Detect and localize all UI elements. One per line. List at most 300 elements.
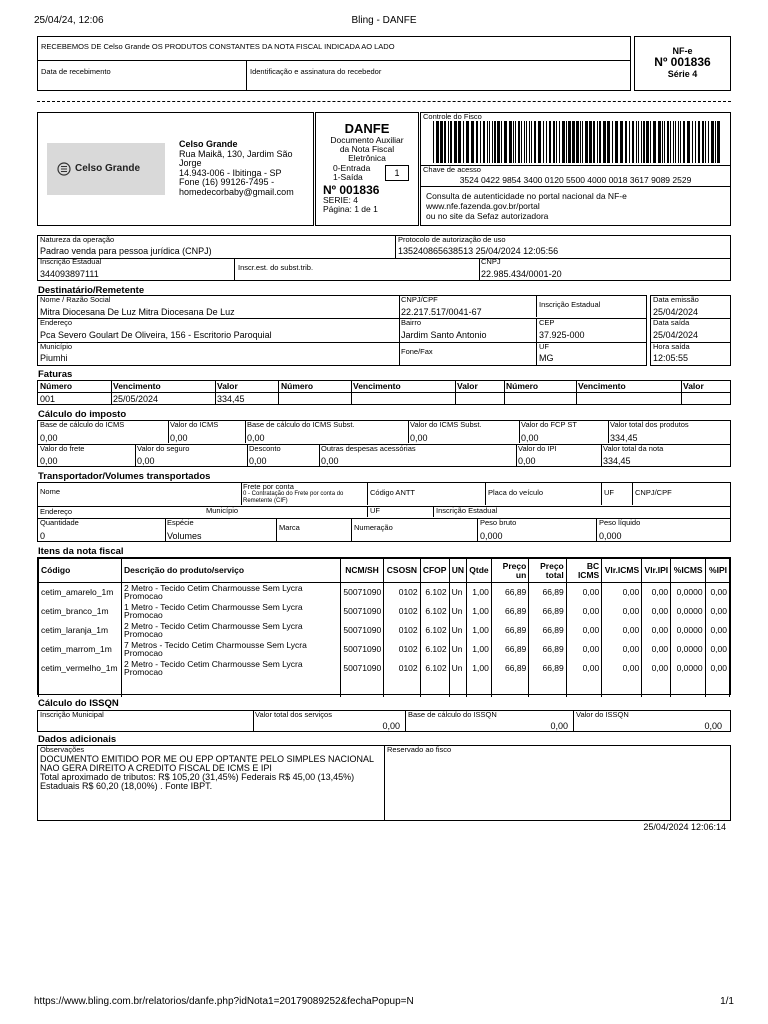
hora-value: 12:05:55: [653, 353, 689, 363]
barcode-bar: [678, 121, 679, 163]
barcode-bar: [695, 121, 696, 163]
consulta-line2: www.nfe.fazenda.gov.br/portal: [426, 201, 540, 211]
barcode-bar: [509, 121, 512, 163]
items-cell-picms: 0,0000: [671, 602, 705, 621]
items-col-header: CFOP: [420, 559, 449, 583]
items-cell-bc: 0,00: [566, 640, 601, 659]
danfe-tipo: 1: [385, 165, 409, 181]
imp-v12: 334,45: [603, 456, 631, 466]
items-cell-picms: 0,0000: [671, 621, 705, 640]
imposto-box: [37, 420, 731, 467]
barcode-bar: [643, 121, 645, 163]
receipt-sign-label: Identificação e assinatura do recebedor: [250, 67, 382, 76]
danfe-sub1: Documento Auxiliar: [330, 135, 404, 145]
table-row: [39, 640, 730, 659]
transp-box: [37, 482, 731, 542]
ie-label: Inscrição Estadual: [40, 257, 102, 266]
fat-h-valor-2: Valor: [457, 381, 478, 391]
items-cell-csosn: 0102: [384, 602, 420, 621]
nfe-stub-box: [634, 36, 731, 91]
barcode-bar: [629, 121, 630, 163]
imp-l2: Valor do ICMS: [170, 420, 219, 429]
barcode-bar: [597, 121, 598, 163]
receipt-text: RECEBEMOS DE Celso Grande OS PRODUTOS CONSTANTES DA NOTA FISCAL INDICADA AO LADO: [41, 42, 395, 51]
transp-esp-label: Espécie: [167, 518, 194, 527]
dest-section-title: Destinatário/Remetente: [38, 285, 145, 296]
cnpj-value: 22.985.434/0001-20: [481, 269, 562, 279]
items-col-header: CSOSN: [384, 559, 420, 583]
print-datetime: 25/04/24, 12:06: [34, 15, 104, 26]
items-cell-ncm: 50071090: [340, 602, 383, 621]
items-cell-un: Un: [449, 640, 467, 659]
danfe-sub2: da Nota Fiscal: [339, 144, 395, 154]
imp-l5: Valor do FCP ST: [521, 420, 577, 429]
barcode-bar: [625, 121, 627, 163]
barcode-bar: [549, 121, 551, 163]
print-page: 1/1: [720, 996, 734, 1007]
items-cell-preco-un: 66,89: [491, 602, 528, 621]
items-cell-vicms: 0,00: [602, 659, 642, 678]
receipt-date-label: Data de recebimento: [41, 67, 111, 76]
imp-l8: Valor do seguro: [137, 444, 190, 453]
items-col-header: Qtde: [467, 559, 492, 583]
table-row: [39, 583, 730, 602]
items-cell-un: Un: [449, 602, 467, 621]
items-col-header: NCM/SH: [340, 559, 383, 583]
imp-l12: Valor total da nota: [603, 444, 664, 453]
items-col-header: Vlr.ICMS: [602, 559, 642, 583]
dest-end-label: Endereço: [40, 318, 73, 327]
items-cell-vipi: 0,00: [642, 602, 671, 621]
obs-line1: DOCUMENTO EMITIDO POR ME OU EPP OPTANTE PELO SIMPLES NACIONAL: [40, 754, 375, 764]
items-col-header: Código: [39, 559, 122, 583]
table-row: [39, 659, 730, 678]
items-col-header: Vlr.IPI: [642, 559, 671, 583]
barcode: [431, 121, 723, 167]
imp-l6: Valor total dos produtos: [610, 420, 689, 429]
issqn-l4: Valor do ISSQN: [576, 710, 629, 719]
dest-ie-label: Inscrição Estadual: [539, 300, 601, 309]
fisco-reserved-label: Reservado ao fisco: [387, 745, 452, 754]
barcode-bar: [513, 121, 514, 163]
barcode-bar: [612, 121, 613, 163]
items-cell-qtde: 1,00: [467, 640, 492, 659]
danfe-page: Página: 1 de 1: [323, 204, 378, 214]
barcode-bar: [638, 121, 639, 163]
barcode-bar: [582, 121, 583, 163]
barcode-bar: [553, 121, 555, 163]
table-filler-row: [39, 678, 730, 697]
items-cell-pipi: 0,00: [705, 659, 729, 678]
items-cell-ncm: 50071090: [340, 621, 383, 640]
items-cell-pipi: 0,00: [705, 621, 729, 640]
emitter-box: [37, 112, 314, 226]
ie-st-label: Inscr.est. do subst.trib.: [238, 263, 314, 272]
items-cell-picms: 0,0000: [671, 659, 705, 678]
dest-cnpj-label: CNPJ/CPF: [401, 295, 438, 304]
barcode-bar: [476, 121, 478, 163]
obs-line2: NAO GERA DIREITO A CREDITO FISCAL DE ICMS E IPI: [40, 763, 272, 773]
emitter-address1: Rua Maikã, 130, Jardim São: [179, 148, 293, 159]
protocolo-value: 135240865638513 25/04/2024 12:05:56: [398, 246, 559, 256]
barcode-bar: [658, 121, 661, 163]
dest-mun-label: Município: [40, 342, 73, 351]
items-cell-vicms: 0,00: [602, 583, 642, 602]
transp-qtd: 0: [40, 531, 46, 541]
items-cell-preco-total: 66,89: [529, 640, 566, 659]
barcode-bar: [632, 121, 634, 163]
items-cell-bc: 0,00: [566, 602, 601, 621]
saida-value: 25/04/2024: [653, 330, 699, 340]
fat-h-numero-3: Número: [506, 381, 539, 391]
nfe-stub-series: Série 4: [667, 69, 698, 79]
barcode-bar: [646, 121, 649, 163]
barcode-bar: [599, 121, 601, 163]
fat-h-numero-2: Número: [281, 381, 314, 391]
items-cell-vicms: 0,00: [602, 602, 642, 621]
items-cell-vipi: 0,00: [642, 583, 671, 602]
items-cell-desc: 7 Metros - Tecido Cetim Charmousse Sem Lycra Promocao: [122, 640, 341, 659]
fat-h-venc-1: Vencimento: [113, 381, 161, 391]
itens-section-title: Itens da nota fiscal: [38, 546, 124, 557]
danfe-saida: 1-Saída: [333, 172, 363, 182]
emitter-name: Celso Grande: [179, 139, 238, 149]
issqn-l2: Valor total dos serviços: [255, 710, 332, 719]
items-cell-codigo: cetim_marrom_1m: [39, 640, 122, 659]
barcode-bar: [636, 121, 637, 163]
items-cell-csosn: 0102: [384, 621, 420, 640]
chave-label: Chave de acesso: [423, 165, 481, 174]
barcode-bar: [487, 121, 488, 163]
dest-box: [37, 295, 647, 366]
items-cell-vipi: 0,00: [642, 621, 671, 640]
items-col-header: Preço total: [529, 559, 566, 583]
barcode-bar: [448, 121, 449, 163]
danfe-serie: SERIE: 4: [323, 195, 358, 205]
items-col-header: %ICMS: [671, 559, 705, 583]
emitter-address3: 14.943-006 - Ibitinga - SP: [179, 167, 282, 178]
imp-v9: 0,00: [249, 456, 267, 466]
items-cell-codigo: cetim_laranja_1m: [39, 621, 122, 640]
items-col-header: UN: [449, 559, 467, 583]
dest-dates-box: [650, 295, 731, 366]
barcode-bar: [603, 121, 606, 163]
barcode-bar: [436, 121, 439, 163]
table-row: [39, 602, 730, 621]
barcode-bar: [454, 121, 457, 163]
receipt-stub: [37, 36, 631, 91]
imp-l1: Base de cálculo do ICMS: [40, 420, 125, 429]
transp-uf2-label: UF: [370, 506, 380, 515]
barcode-bar: [515, 121, 516, 163]
obs-label: Observações: [40, 745, 85, 754]
barcode-bar: [670, 121, 671, 163]
barcode-bar: [556, 121, 557, 163]
items-cell-vicms: 0,00: [602, 621, 642, 640]
barcode-bar: [683, 121, 685, 163]
fat-h-venc-2: Vencimento: [353, 381, 401, 391]
barcode-bar: [492, 121, 493, 163]
items-cell-csosn: 0102: [384, 659, 420, 678]
barcode-bar: [576, 121, 579, 163]
barcode-bar: [711, 121, 714, 163]
emissao-value: 25/04/2024: [653, 307, 699, 317]
barcode-bar: [534, 121, 536, 163]
transp-cnpj-label: CNPJ/CPF: [635, 488, 672, 497]
barcode-bar: [705, 121, 706, 163]
items-cell-ncm: 50071090: [340, 659, 383, 678]
imp-v4: 0,00: [410, 433, 428, 443]
transp-pb: 0,000: [480, 531, 503, 541]
barcode-bar: [489, 121, 490, 163]
barcode-bar: [593, 121, 595, 163]
dest-uf: MG: [539, 353, 554, 363]
barcode-bar: [568, 121, 571, 163]
items-cell-un: Un: [449, 583, 467, 602]
items-col-header: BC ICMS: [566, 559, 601, 583]
cnpj-label: CNPJ: [481, 257, 501, 266]
transp-pl: 0,000: [599, 531, 622, 541]
items-cell-un: Un: [449, 659, 467, 678]
barcode-bar: [641, 121, 642, 163]
dest-endereco: Pca Severo Goulart De Oliveira, 156 - Escritorio Paroquial: [40, 330, 272, 340]
danfe-entrada: 0-Entrada: [333, 163, 371, 173]
nfe-stub-label: NF-e: [672, 46, 693, 56]
imp-l10: Outras despesas acessórias: [321, 444, 416, 453]
barcode-bar: [531, 121, 532, 163]
items-cell-pipi: 0,00: [705, 602, 729, 621]
dest-nome-label: Nome / Razão Social: [40, 295, 111, 304]
itens-table-wrap: [37, 557, 731, 695]
imp-v2: 0,00: [170, 433, 188, 443]
issqn-section-title: Cálculo do ISSQN: [38, 698, 119, 709]
doc-timestamp: 25/04/2024 12:06:14: [643, 822, 726, 832]
danfe-number: Nº 001836: [323, 183, 380, 197]
barcode-bar: [667, 121, 669, 163]
emissao-label: Data emissão: [653, 295, 699, 304]
barcode-bar: [440, 121, 443, 163]
barcode-bar: [589, 121, 592, 163]
barcode-bar: [433, 121, 434, 163]
issqn-l1: Inscrição Municipal: [40, 710, 104, 719]
barcode-bar: [538, 121, 541, 163]
items-cell-desc: 1 Metro - Tecido Cetim Charmousse Sem Lycra Promocao: [122, 602, 341, 621]
barcode-bar: [463, 121, 464, 163]
transp-antt-label: Código ANTT: [370, 488, 416, 497]
transp-pb-label: Peso bruto: [480, 518, 517, 527]
barcode-bar: [497, 121, 500, 163]
items-cell-un: Un: [449, 621, 467, 640]
dest-nome: Mitra Diocesana De Luz Mitra Diocesana De Luz: [40, 307, 235, 317]
transp-pl-label: Peso líquido: [599, 518, 641, 527]
barcode-bar: [675, 121, 676, 163]
barcode-bar: [662, 121, 663, 163]
transp-qtd-label: Quantidade: [40, 518, 79, 527]
dest-bairro: Jardim Santo Antonio: [401, 330, 487, 340]
barcode-bar: [562, 121, 565, 163]
fat-h-valor-1: Valor: [217, 381, 238, 391]
items-cell-preco-total: 66,89: [529, 659, 566, 678]
imposto-section-title: Cálculo do imposto: [38, 409, 127, 420]
imp-v10: 0,00: [321, 456, 339, 466]
items-cell-preco-total: 66,89: [529, 583, 566, 602]
items-cell-preco-un: 66,89: [491, 640, 528, 659]
emitter-address2: Jorge: [179, 158, 202, 168]
consulta-line1: Consulta de autenticidade no portal nacional da NF-e: [426, 191, 627, 201]
barcode-bar: [692, 121, 693, 163]
emitter-logo: [47, 143, 165, 195]
fat-numero: 001: [40, 394, 56, 404]
adicionais-box: [37, 745, 731, 821]
items-cell-preco-total: 66,89: [529, 621, 566, 640]
items-cell-codigo: cetim_amarelo_1m: [39, 583, 122, 602]
items-cell-desc: 2 Metro - Tecido Cetim Charmousse Sem Lycra Promocao: [122, 659, 341, 678]
barcode-bar: [458, 121, 461, 163]
obs-line3: Total aproximado de tributos: R$ 105,20 (31,45%) Federais R$ 45,00 (13,45%): [40, 772, 355, 782]
imp-l11: Valor do IPI: [518, 444, 557, 453]
barcode-bar: [471, 121, 474, 163]
faturas-section-title: Faturas: [38, 369, 73, 380]
barcode-bar: [698, 121, 700, 163]
barcode-bar: [559, 121, 560, 163]
barcode-bar: [620, 121, 623, 163]
imp-l4: Valor do ICMS Subst.: [410, 420, 482, 429]
barcode-bar: [526, 121, 527, 163]
items-table: [38, 558, 730, 697]
issqn-v3: 0,00: [550, 721, 568, 731]
barcode-bar: [715, 121, 716, 163]
barcode-bar: [653, 121, 656, 163]
barcode-bar: [717, 121, 720, 163]
protocolo-label: Protocolo de autorização de uso: [398, 235, 506, 244]
barcode-bar: [607, 121, 610, 163]
barcode-bar: [543, 121, 544, 163]
items-cell-bc: 0,00: [566, 659, 601, 678]
imp-v3: 0,00: [247, 433, 265, 443]
barcode-bar: [664, 121, 665, 163]
items-cell-cfop: 6.102: [420, 602, 449, 621]
barcode-bar: [702, 121, 704, 163]
transp-frete-value: 0 - Contratação do Frete por conta do Remetente (CIF): [243, 491, 344, 504]
dest-cep: 37.925-000: [539, 330, 585, 340]
items-cell-qtde: 1,00: [467, 583, 492, 602]
ie-value: 344093897111: [40, 269, 99, 279]
items-cell-bc: 0,00: [566, 583, 601, 602]
items-col-header: Descrição do produto/serviço: [122, 559, 341, 583]
items-cell-pipi: 0,00: [705, 583, 729, 602]
print-url[interactable]: https://www.bling.com.br/relatorios/danfe.php?idNota1=20179089252&fechaPopup=N: [34, 996, 414, 1007]
barcode-bar: [585, 121, 588, 163]
barcode-bar: [673, 121, 674, 163]
print-title: Bling - DANFE: [351, 15, 417, 26]
items-cell-codigo: cetim_vermelho_1m: [39, 659, 122, 678]
barcode-bar: [501, 121, 502, 163]
faturas-box: [37, 380, 731, 405]
fat-h-venc-3: Vencimento: [578, 381, 626, 391]
items-cell-cfop: 6.102: [420, 583, 449, 602]
transp-esp: Volumes: [167, 531, 202, 541]
barcode-bar: [615, 121, 618, 163]
dest-uf-label: UF: [539, 342, 549, 351]
transp-ie-label: Inscrição Estadual: [436, 506, 498, 515]
fat-h-numero-1: Número: [40, 381, 73, 391]
items-cell-ncm: 50071090: [340, 583, 383, 602]
issqn-v2: 0,00: [382, 721, 400, 731]
items-cell-desc: 2 Metro - Tecido Cetim Charmousse Sem Lycra Promocao: [122, 583, 341, 602]
items-cell-ncm: 50071090: [340, 640, 383, 659]
transp-marca-label: Marca: [279, 523, 300, 532]
table-row: [39, 621, 730, 640]
transp-uf-label: UF: [604, 488, 614, 497]
items-cell-preco-un: 66,89: [491, 583, 528, 602]
imp-v11: 0,00: [518, 456, 536, 466]
barcode-bar: [480, 121, 481, 163]
items-col-header: Preço un: [491, 559, 528, 583]
imp-l7: Valor do frete: [40, 444, 85, 453]
barcode-bar: [518, 121, 520, 163]
transp-frete-label: Frete por conta: [243, 482, 294, 491]
items-cell-csosn: 0102: [384, 583, 420, 602]
imp-v5: 0,00: [521, 433, 539, 443]
imp-v1: 0,00: [40, 433, 58, 443]
transp-placa-label: Placa do veículo: [488, 488, 544, 497]
barcode-bar: [546, 121, 547, 163]
items-cell-qtde: 1,00: [467, 621, 492, 640]
cut-line: [37, 101, 731, 102]
consulta-text: [426, 191, 627, 221]
dest-cep-label: CEP: [539, 318, 555, 327]
logo-icon: [57, 162, 71, 176]
emitter-phone: Fone (16) 99126-7495 -: [179, 177, 275, 187]
items-cell-cfop: 6.102: [420, 621, 449, 640]
transp-mun-label: Município: [206, 506, 239, 515]
barcode-bar: [450, 121, 452, 163]
chave-value: 3524 0422 9854 3400 0120 5500 4000 0018 3617 9089 2529: [459, 175, 692, 185]
danfe-sub3: Eletrônica: [348, 153, 386, 163]
consulta-line3: ou no site da Sefaz autorizadora: [426, 211, 549, 221]
transp-num-label: Numeração: [354, 523, 393, 532]
natureza-label: Natureza da operação: [40, 235, 115, 244]
items-cell-qtde: 1,00: [467, 659, 492, 678]
items-col-header: %IPI: [705, 559, 729, 583]
hora-label: Hora saída: [653, 342, 690, 351]
barcode-bar: [580, 121, 581, 163]
items-cell-vipi: 0,00: [642, 640, 671, 659]
emitter-info: [179, 140, 311, 197]
items-cell-cfop: 6.102: [420, 659, 449, 678]
items-cell-preco-total: 66,89: [529, 602, 566, 621]
controle-label: Controle do Fisco: [423, 112, 482, 121]
items-cell-preco-un: 66,89: [491, 659, 528, 678]
barcode-bar: [680, 121, 681, 163]
barcode-bar: [494, 121, 496, 163]
barcode-bar: [566, 121, 567, 163]
imp-v7: 0,00: [40, 456, 58, 466]
barcode-bar: [572, 121, 575, 163]
transp-section-title: Transportador/Volumes transportados: [38, 471, 211, 482]
items-cell-vicms: 0,00: [602, 640, 642, 659]
obs-text: [40, 755, 380, 791]
obs-line4: Estaduais R$ 60,20 (18,00%) . Fonte IBPT.: [40, 781, 213, 791]
imp-v8: 0,00: [137, 456, 155, 466]
items-cell-bc: 0,00: [566, 621, 601, 640]
dest-fone-label: Fone/Fax: [401, 347, 433, 356]
dest-bairro-label: Bairro: [401, 318, 422, 327]
barcode-bar: [687, 121, 690, 163]
barcode-bar: [483, 121, 485, 163]
emitter-email: homedecorbaby@gmail.com: [179, 186, 294, 197]
fat-valor: 334,45: [217, 394, 245, 404]
